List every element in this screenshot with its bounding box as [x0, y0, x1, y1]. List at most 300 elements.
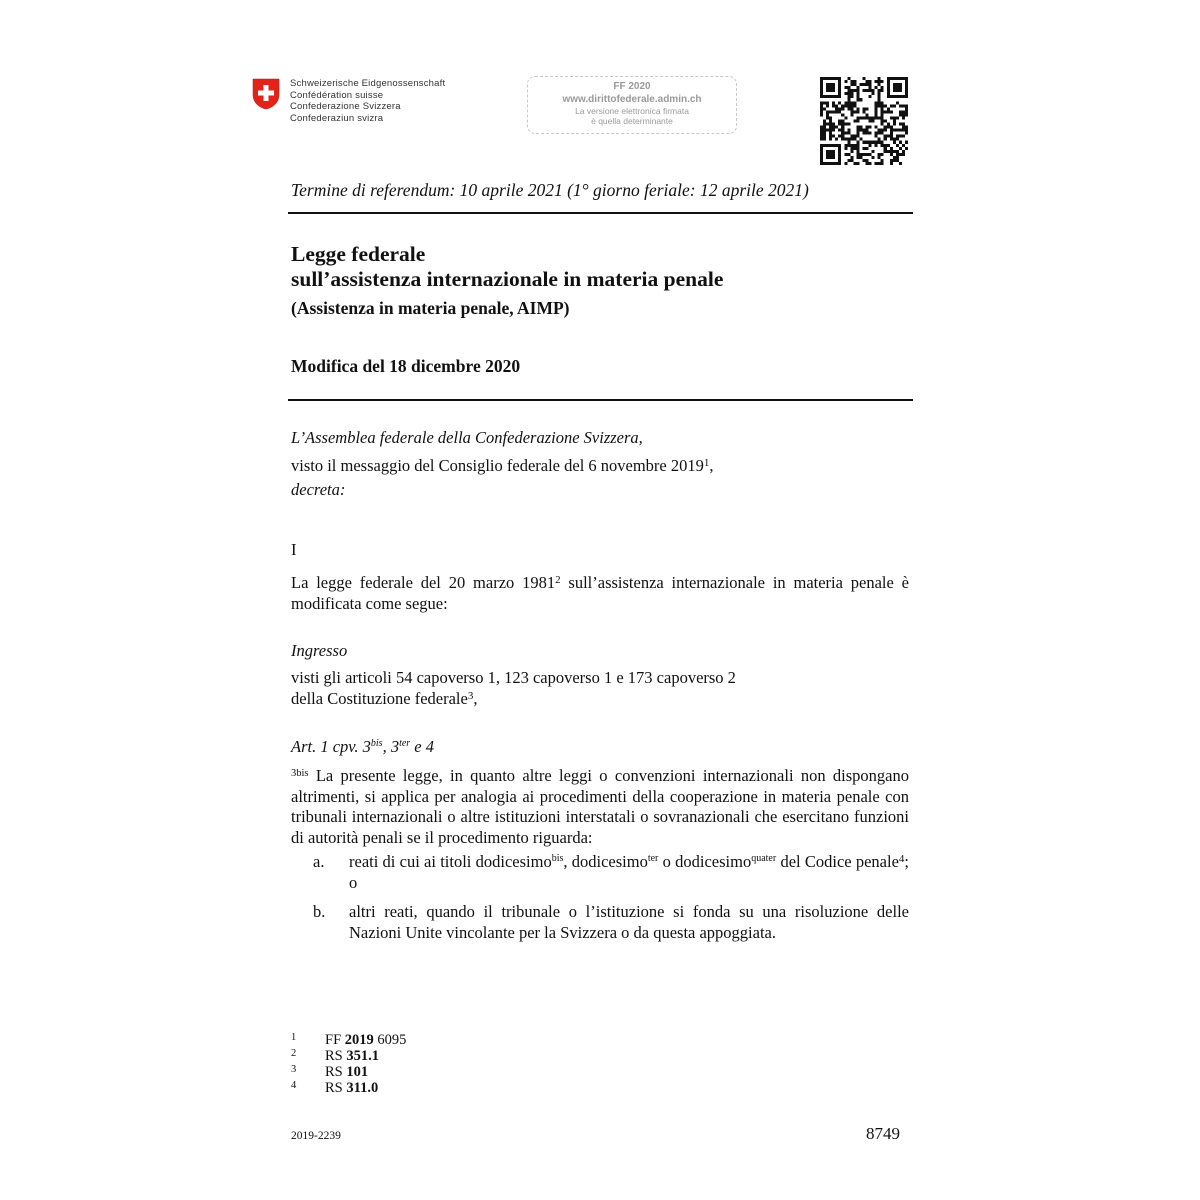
visto-line	[291, 456, 714, 477]
ingresso-line-2-text: della Costituzione federale	[291, 688, 468, 708]
qr-module	[878, 129, 881, 132]
confederation-names	[290, 78, 445, 124]
footnote-text	[325, 1048, 379, 1064]
qr-module	[835, 77, 838, 80]
qr-module	[829, 126, 832, 129]
qr-module	[850, 92, 853, 95]
qr-module	[869, 144, 872, 147]
document-number: 2019-2239	[291, 1130, 341, 1142]
qr-module	[847, 153, 850, 156]
footnote-prefix: RS	[325, 1080, 347, 1096]
qr-module	[835, 138, 838, 141]
qr-module	[841, 135, 844, 138]
qr-module	[847, 92, 850, 95]
qr-module	[820, 77, 823, 80]
qr-module	[862, 107, 865, 110]
qr-module	[893, 86, 896, 89]
qr-module	[823, 119, 826, 122]
qr-code-icon	[820, 77, 908, 165]
qr-module	[850, 135, 853, 138]
qr-module	[881, 116, 884, 119]
qr-module	[826, 83, 829, 86]
qr-module	[902, 144, 905, 147]
qr-module	[847, 101, 850, 104]
qr-module	[832, 150, 835, 153]
qr-module	[881, 101, 884, 104]
qr-module	[902, 126, 905, 129]
footnote-ref[interactable]: 2	[555, 574, 561, 586]
qr-module	[826, 77, 829, 80]
qr-module	[838, 129, 841, 132]
qr-module	[899, 123, 902, 126]
ingresso-text	[291, 668, 736, 709]
qr-module	[902, 95, 905, 98]
qr-module	[826, 156, 829, 159]
qr-module	[820, 144, 823, 147]
qr-module	[878, 141, 881, 144]
qr-module	[829, 86, 832, 89]
qr-module	[844, 162, 847, 165]
qr-module	[832, 144, 835, 147]
qr-module	[856, 110, 859, 113]
qr-module	[820, 95, 823, 98]
qr-module	[896, 159, 899, 162]
qr-module	[832, 156, 835, 159]
qr-module	[853, 101, 856, 104]
qr-module	[832, 101, 835, 104]
footnote-ref[interactable]: 4	[898, 853, 905, 865]
qr-module	[862, 89, 865, 92]
qr-module	[850, 104, 853, 107]
qr-module	[820, 92, 823, 95]
ingresso-heading: Ingresso	[291, 641, 348, 660]
qr-module	[887, 86, 890, 89]
qr-module	[899, 141, 902, 144]
qr-module	[862, 159, 865, 162]
qr-module	[823, 144, 826, 147]
qr-module	[856, 132, 859, 135]
qr-module	[853, 162, 856, 165]
qr-module	[856, 86, 859, 89]
referendum-deadline: Termine di referendum: 10 aprile 2021 (1° giorno feriale: 12 aprile 2021)	[291, 180, 809, 200]
qr-module	[835, 126, 838, 129]
article-paragraph	[291, 766, 909, 848]
qr-module	[850, 113, 853, 116]
qr-module	[856, 150, 859, 153]
qr-module	[905, 129, 908, 132]
qr-module	[850, 101, 853, 104]
qr-module	[881, 107, 884, 110]
qr-module	[853, 89, 856, 92]
qr-module	[893, 159, 896, 162]
qr-module	[878, 156, 881, 159]
qr-module	[881, 86, 884, 89]
list-item-text	[349, 852, 909, 893]
qr-module	[884, 104, 887, 107]
qr-module	[884, 138, 887, 141]
qr-module	[850, 156, 853, 159]
qr-module	[890, 138, 893, 141]
qr-module	[862, 153, 865, 156]
qr-module	[832, 83, 835, 86]
qr-module	[905, 92, 908, 95]
qr-module	[820, 107, 823, 110]
qr-module	[826, 113, 829, 116]
modification-date: Modifica del 18 dicembre 2020	[291, 356, 521, 376]
qr-module	[853, 110, 856, 113]
qr-module	[847, 159, 850, 162]
qr-module	[869, 89, 872, 92]
qr-module	[856, 153, 859, 156]
qr-module	[823, 95, 826, 98]
qr-module	[869, 80, 872, 83]
qr-module	[881, 113, 884, 116]
footnote-ref[interactable]: 3	[467, 689, 474, 702]
qr-module	[820, 132, 823, 135]
qr-module	[859, 83, 862, 86]
footnote-number: 1	[291, 1032, 297, 1043]
qr-module	[838, 89, 841, 92]
qr-module	[896, 89, 899, 92]
qr-module	[872, 116, 875, 119]
qr-module	[896, 83, 899, 86]
article-heading-c: e 4	[410, 737, 434, 756]
qr-module	[905, 141, 908, 144]
title-line-1: Legge federale	[291, 242, 426, 266]
qr-module	[866, 162, 869, 165]
qr-module	[859, 138, 862, 141]
qr-module	[893, 156, 896, 159]
qr-module	[887, 107, 890, 110]
electronic-version-stamp	[527, 76, 737, 134]
page-subtitle: (Assistenza in materia penale, AIMP)	[291, 298, 570, 318]
qr-module	[893, 129, 896, 132]
qr-module	[838, 107, 841, 110]
qr-module	[881, 132, 884, 135]
qr-module	[899, 89, 902, 92]
item-a-sup-bis: bis	[551, 853, 564, 864]
qr-module	[826, 101, 829, 104]
qr-module	[850, 95, 853, 98]
item-a-text-1: reati di cui ai titoli dodicesimo	[349, 852, 552, 871]
qr-module	[844, 153, 847, 156]
qr-module	[887, 126, 890, 129]
qr-module	[847, 132, 850, 135]
qr-module	[820, 80, 823, 83]
footnote-ref[interactable]: 1	[703, 456, 710, 469]
qr-module	[887, 80, 890, 83]
qr-module	[832, 153, 835, 156]
qr-module	[887, 83, 890, 86]
qr-module	[829, 95, 832, 98]
qr-module	[832, 123, 835, 126]
qr-module	[893, 141, 896, 144]
qr-module	[905, 147, 908, 150]
footnote-number: 3	[291, 1064, 297, 1075]
qr-module	[869, 95, 872, 98]
qr-module	[902, 150, 905, 153]
qr-module	[862, 132, 865, 135]
qr-module	[893, 116, 896, 119]
item-a-sup-quater: quater	[751, 853, 777, 864]
qr-module	[896, 129, 899, 132]
qr-module	[899, 95, 902, 98]
footnote-bold: 2019	[344, 1032, 374, 1048]
qr-module	[829, 135, 832, 138]
qr-module	[832, 77, 835, 80]
qr-module	[847, 107, 850, 110]
qr-module	[826, 104, 829, 107]
qr-module	[866, 80, 869, 83]
qr-module	[869, 119, 872, 122]
qr-module	[838, 135, 841, 138]
qr-module	[866, 147, 869, 150]
qr-module	[890, 147, 893, 150]
qr-module	[820, 138, 823, 141]
qr-module	[823, 162, 826, 165]
qr-module	[841, 138, 844, 141]
qr-module	[850, 159, 853, 162]
qr-module	[878, 132, 881, 135]
visto-end: ,	[709, 455, 714, 475]
qr-module	[820, 83, 823, 86]
qr-module	[902, 123, 905, 126]
confed-name-it: Confederazione Svizzera	[290, 101, 401, 112]
qr-module	[887, 135, 890, 138]
qr-module	[829, 129, 832, 132]
qr-module	[850, 83, 853, 86]
qr-module	[826, 89, 829, 92]
qr-module	[838, 86, 841, 89]
divider	[288, 399, 913, 401]
qr-module	[869, 162, 872, 165]
article-heading-b: , 3	[382, 737, 400, 756]
qr-module	[823, 138, 826, 141]
qr-module	[829, 132, 832, 135]
qr-module	[866, 126, 869, 129]
qr-module	[890, 153, 893, 156]
qr-module	[893, 138, 896, 141]
qr-module	[866, 141, 869, 144]
stamp-note-1: La versione elettronica firmata	[575, 106, 689, 116]
qr-module	[850, 138, 853, 141]
qr-module	[844, 104, 847, 107]
qr-module	[875, 135, 878, 138]
qr-module	[820, 86, 823, 89]
footnote-prefix: RS	[325, 1064, 347, 1080]
qr-module	[841, 113, 844, 116]
qr-module	[844, 92, 847, 95]
qr-module	[902, 110, 905, 113]
qr-module	[838, 153, 841, 156]
qr-module	[823, 101, 826, 104]
qr-module	[844, 144, 847, 147]
footnote-text	[325, 1080, 378, 1096]
qr-module	[875, 104, 878, 107]
list-item-label: b.	[313, 902, 326, 921]
stamp-note-2: è quella determinante	[591, 116, 673, 126]
qr-module	[850, 110, 853, 113]
law-intro-text-2: sull’assistenza internazionale in materia penale è modificata come segue:	[291, 573, 909, 613]
qr-module	[838, 95, 841, 98]
law-intro-paragraph	[291, 573, 909, 614]
qr-module	[887, 95, 890, 98]
qr-module	[866, 153, 869, 156]
swiss-cross-icon	[252, 78, 280, 110]
qr-module	[832, 89, 835, 92]
qr-module	[850, 147, 853, 150]
qr-module	[829, 156, 832, 159]
list-item-label: a.	[313, 852, 325, 871]
qr-module	[875, 162, 878, 165]
qr-module	[881, 159, 884, 162]
qr-module	[875, 132, 878, 135]
qr-module	[856, 116, 859, 119]
qr-module	[838, 162, 841, 165]
qr-module	[881, 141, 884, 144]
qr-module	[896, 138, 899, 141]
qr-module	[847, 138, 850, 141]
qr-module	[896, 150, 899, 153]
divider	[288, 212, 913, 214]
qr-module	[820, 159, 823, 162]
confed-name-de: Schweizerische Eidgenossenschaft	[290, 78, 446, 89]
qr-module	[878, 95, 881, 98]
qr-module	[890, 132, 893, 135]
paragraph-text: La presente legge, in quanto altre leggi o convenzioni internazionali non dispongano altrimenti, si applica per analogia ai procedimenti della cooperazione in materia penale con tribunali internazionali o altre istituzioni interstatali o sovranazionali che esercitano funzioni di autorità penali se il procedimento riguarda:	[291, 766, 909, 847]
qr-module	[878, 153, 881, 156]
qr-module	[887, 89, 890, 92]
qr-module	[853, 83, 856, 86]
qr-module	[902, 104, 905, 107]
qr-module	[884, 144, 887, 147]
qr-module	[905, 86, 908, 89]
qr-module	[866, 159, 869, 162]
qr-module	[838, 80, 841, 83]
qr-module	[878, 83, 881, 86]
qr-module	[869, 141, 872, 144]
qr-module	[859, 126, 862, 129]
confed-name-rm: Confederaziun svizra	[290, 112, 384, 124]
stamp-url[interactable]: www.dirittofederale.admin.ch	[562, 94, 702, 105]
qr-module	[893, 123, 896, 126]
footnote-text	[325, 1064, 368, 1080]
qr-module	[820, 150, 823, 153]
qr-module	[884, 119, 887, 122]
qr-module	[847, 141, 850, 144]
qr-module	[881, 80, 884, 83]
preamble	[291, 428, 714, 501]
qr-module	[841, 132, 844, 135]
qr-module	[899, 129, 902, 132]
article-sup-ter: ter	[399, 738, 411, 749]
qr-module	[862, 129, 865, 132]
qr-module	[838, 92, 841, 95]
qr-module	[893, 77, 896, 80]
qr-module	[896, 144, 899, 147]
qr-module	[847, 98, 850, 101]
qr-module	[832, 126, 835, 129]
qr-module	[862, 116, 865, 119]
qr-module	[893, 95, 896, 98]
qr-module	[847, 95, 850, 98]
qr-module	[838, 150, 841, 153]
qr-module	[841, 119, 844, 122]
item-a-text-2: , dodicesimo	[563, 852, 648, 871]
qr-module	[844, 80, 847, 83]
qr-module	[890, 126, 893, 129]
qr-module	[905, 132, 908, 135]
qr-module	[905, 83, 908, 86]
qr-module	[875, 107, 878, 110]
qr-module	[820, 153, 823, 156]
qr-module	[841, 123, 844, 126]
qr-module	[878, 104, 881, 107]
qr-module	[902, 153, 905, 156]
qr-module	[829, 89, 832, 92]
qr-module	[835, 162, 838, 165]
qr-module	[853, 138, 856, 141]
qr-module	[844, 123, 847, 126]
qr-module	[902, 116, 905, 119]
article-heading-a: Art. 1 cpv. 3	[291, 737, 371, 756]
qr-module	[853, 119, 856, 122]
qr-module	[856, 95, 859, 98]
qr-module	[850, 150, 853, 153]
qr-module	[866, 132, 869, 135]
qr-module	[905, 104, 908, 107]
qr-module	[838, 159, 841, 162]
qr-module	[862, 147, 865, 150]
qr-module	[881, 123, 884, 126]
qr-module	[841, 126, 844, 129]
qr-module	[866, 129, 869, 132]
qr-module	[905, 113, 908, 116]
qr-module	[832, 129, 835, 132]
qr-module	[869, 126, 872, 129]
list-item-text: altri reati, quando il tribunale o l’istituzione si fonda su una risoluzione delle Nazioni Unite vincolante per la Svizzera o da questa appoggiata.	[349, 902, 909, 942]
footnote-bold: 101	[346, 1064, 369, 1080]
footnote-text	[325, 1032, 406, 1048]
qr-module	[878, 162, 881, 165]
qr-module	[893, 83, 896, 86]
qr-module	[881, 129, 884, 132]
qr-module	[899, 86, 902, 89]
qr-module	[826, 116, 829, 119]
qr-module	[826, 123, 829, 126]
qr-module	[875, 141, 878, 144]
qr-module	[856, 156, 859, 159]
qr-module	[841, 104, 844, 107]
qr-module	[872, 119, 875, 122]
qr-module	[820, 147, 823, 150]
qr-module	[899, 162, 902, 165]
qr-module	[838, 119, 841, 122]
qr-module	[856, 162, 859, 165]
qr-module	[835, 144, 838, 147]
qr-module	[881, 110, 884, 113]
qr-module	[829, 153, 832, 156]
qr-module	[875, 126, 878, 129]
qr-module	[844, 86, 847, 89]
qr-module	[878, 116, 881, 119]
qr-module	[826, 162, 829, 165]
qr-module	[847, 129, 850, 132]
qr-module	[835, 104, 838, 107]
article-sup-bis: bis	[370, 738, 383, 749]
qr-module	[856, 92, 859, 95]
qr-module	[829, 123, 832, 126]
